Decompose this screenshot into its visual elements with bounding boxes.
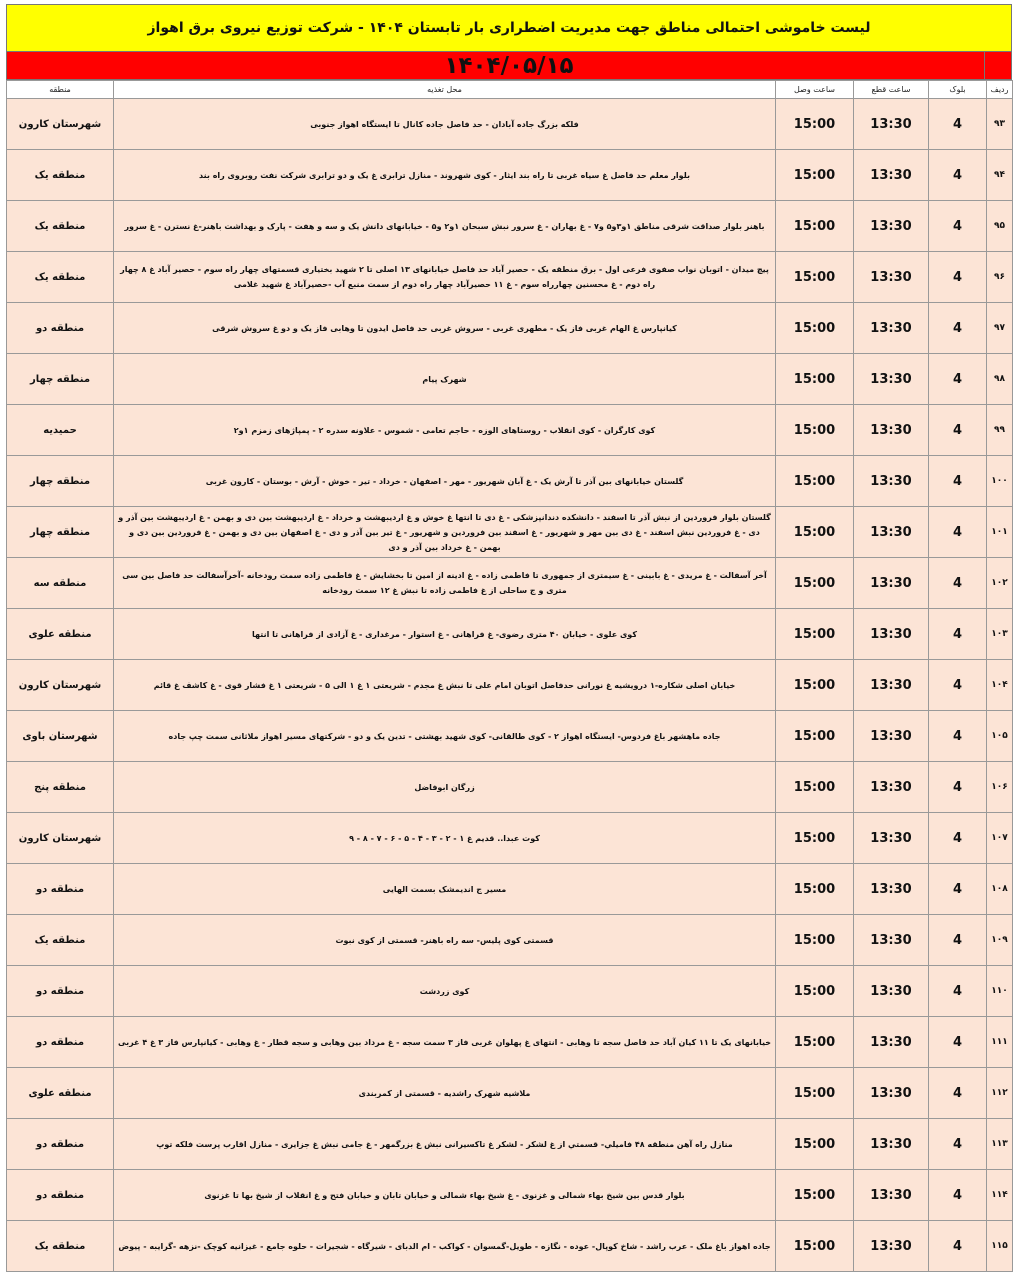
table-row	[7, 915, 1013, 966]
region-cell: منطقه یک	[7, 252, 114, 303]
connect-time-cell: 15:00	[776, 150, 854, 201]
cut-time-cell: 13:30	[854, 609, 929, 660]
table-row	[7, 1221, 1013, 1272]
row-number-cell: ۹۷	[987, 303, 1013, 354]
table-row	[7, 456, 1013, 507]
block-cell: 4	[929, 405, 987, 456]
cut-time-cell: 13:30	[854, 966, 929, 1017]
region-cell: منطقه یک	[7, 1221, 114, 1272]
location-cell: بلوار معلم حد فاصل غ سیاه غربی تا راه بند ایثار - کوی شهروند - منازل ترابری غ یک و دو ترابری شرکت نفت روبروی راه بند	[114, 150, 776, 201]
connect-time-cell: 15:00	[776, 507, 854, 558]
cut-time-cell: 13:30	[854, 864, 929, 915]
outage-table	[6, 80, 1013, 1272]
row-number-cell: ۱۰۳	[987, 609, 1013, 660]
region-cell: منطقه علوی	[7, 1068, 114, 1119]
row-number-cell: ۱۱۱	[987, 1017, 1013, 1068]
row-number-cell: ۱۰۸	[987, 864, 1013, 915]
row-number-cell: ۱۰۴	[987, 660, 1013, 711]
region-cell: منطقه پنج	[7, 762, 114, 813]
connect-time-cell: 15:00	[776, 558, 854, 609]
cut-time-cell: 13:30	[854, 201, 929, 252]
location-cell: کوی کارگران - کوی انقلاب - روستاهای الوزه - حاجم تعامی - شموس - علاونه سدره ۲ - پمپاژهای زمزم ۱و۲	[114, 405, 776, 456]
block-cell: 4	[929, 660, 987, 711]
location-cell: زرگان ابوفاضل	[114, 762, 776, 813]
region-cell: شهرستان باوی	[7, 711, 114, 762]
table-row	[7, 1017, 1013, 1068]
location-cell: کیانپارس غ الهام غربی فاز یک - مطهری غربی - سروش غربی حد فاصل ایدون تا وهابی فاز یک و دو غ سروش شرقی	[114, 303, 776, 354]
cut-time-cell: 13:30	[854, 813, 929, 864]
location-cell: کوی علوی - خیابان ۴۰ متری رضوی- غ فراهانی - غ استوار - مرغداری - غ آزادی از فراهانی تا انتها	[114, 609, 776, 660]
location-cell: باهنر بلوار صداقت شرقی مناطق ۱و۳و۵ و۷ - غ بهاران - غ سرور نبش سبحان ۱و۲ و۵ - خیابانهای دانش یک و سه و هفت - پارک و بهداشت باهنر-غ نسترن - غ سرور	[114, 201, 776, 252]
row-number-cell: ۱۰۲	[987, 558, 1013, 609]
header-cut-time: ساعت قطع	[854, 81, 929, 99]
cut-time-cell: 13:30	[854, 915, 929, 966]
block-cell: 4	[929, 864, 987, 915]
cut-time-cell: 13:30	[854, 762, 929, 813]
region-cell: حمیدیه	[7, 405, 114, 456]
row-number-cell: ۹۳	[987, 99, 1013, 150]
region-cell: منطقه دو	[7, 864, 114, 915]
header-connect-time: ساعت وصل	[776, 81, 854, 99]
table-row	[7, 99, 1013, 150]
cut-time-cell: 13:30	[854, 150, 929, 201]
location-cell: خیابانهای یک تا ۱۱ کیان آباد حد فاصل سجه تا وهابی - انتهای غ پهلوان غربی فاز ۳ سمت سجه - غ مرداد بین وهابی و سجه قطار - غ وهابی - کیانپارس فاز ۳ غ ۴ غربی	[114, 1017, 776, 1068]
region-cell: منطقه دو	[7, 1170, 114, 1221]
connect-time-cell: 15:00	[776, 1068, 854, 1119]
cut-time-cell: 13:30	[854, 1068, 929, 1119]
outage-sheet	[6, 4, 1012, 1272]
table-row	[7, 558, 1013, 609]
row-number-cell: ۱۰۵	[987, 711, 1013, 762]
connect-time-cell: 15:00	[776, 303, 854, 354]
table-row	[7, 150, 1013, 201]
table-row	[7, 201, 1013, 252]
row-number-cell: ۱۰۱	[987, 507, 1013, 558]
connect-time-cell: 15:00	[776, 915, 854, 966]
connect-time-cell: 15:00	[776, 864, 854, 915]
region-cell: منطقه علوی	[7, 609, 114, 660]
connect-time-cell: 15:00	[776, 456, 854, 507]
table-row	[7, 354, 1013, 405]
block-cell: 4	[929, 915, 987, 966]
date-banner-corner-cell	[984, 52, 1011, 79]
location-cell: ملاشیه شهرک راشدیه - قسمتی از کمربندی	[114, 1068, 776, 1119]
connect-time-cell: 15:00	[776, 1119, 854, 1170]
connect-time-cell: 15:00	[776, 201, 854, 252]
table-row	[7, 507, 1013, 558]
location-cell: مسیر ج اندیمشک بسمت الهایی	[114, 864, 776, 915]
location-cell: گلستان بلوار فروردین از نبش آذر تا اسفند - دانشکده دندانپزشکی - غ دی تا انتها غ خوش و غ اردیبهشت و خرداد - غ اردیبهشت بین دی و بهمن - غ اردیبهشت بین آذر و دی - غ فروردین نبش اسفند - غ دی بین مهر و شهریور - غ اسفند بین فروردین و شهریور - غ تیر بین آذر و دی - غ اصفهان بین دی و بهمن - غ فروردین بین دی و بهمن - غ خرداد بین آذر و دی	[114, 507, 776, 558]
row-number-cell: ۹۵	[987, 201, 1013, 252]
block-cell: 4	[929, 507, 987, 558]
table-row	[7, 813, 1013, 864]
row-number-cell: ۹۴	[987, 150, 1013, 201]
cut-time-cell: 13:30	[854, 660, 929, 711]
region-cell: منطقه یک	[7, 201, 114, 252]
header-region: منطقه	[7, 81, 114, 99]
table-row	[7, 1068, 1013, 1119]
table-row	[7, 405, 1013, 456]
table-row	[7, 864, 1013, 915]
region-cell: شهرستان کارون	[7, 813, 114, 864]
region-cell: شهرستان کارون	[7, 660, 114, 711]
connect-time-cell: 15:00	[776, 966, 854, 1017]
table-row	[7, 1170, 1013, 1221]
connect-time-cell: 15:00	[776, 762, 854, 813]
row-number-cell: ۱۱۴	[987, 1170, 1013, 1221]
location-cell: کوی زردشت	[114, 966, 776, 1017]
location-cell: کوت عبدا.. قدیم غ ۱ - ۲ - ۳ - ۴ - ۵ - ۶ - ۷ - ۸ - ۹	[114, 813, 776, 864]
table-row	[7, 609, 1013, 660]
block-cell: 4	[929, 813, 987, 864]
region-cell: شهرستان کارون	[7, 99, 114, 150]
region-cell: منطقه یک	[7, 915, 114, 966]
sheet-title: لیست خاموشی احتمالی مناطق جهت مدیریت اضطراری بار تابستان ۱۴۰۴ - شرکت توزیع نیروی برق اهواز	[6, 4, 1012, 52]
location-cell: پیچ میدان - اتوبان نواب صفوی فرعی اول - برق منطقه یک - حصیر آباد حد فاصل خیابانهای ۱۳ اصلی تا ۲ شهید بختیاری قسمتهای چهار راه سوم - حصیر آباد غ ۸ چهار راه دوم - غ محسنین چهارراه سوم - غ ۱۱ حصیرآباد چهار راه دوم از سمت منبع آب -حصیرآباد غ شهید غلامی	[114, 252, 776, 303]
cut-time-cell: 13:30	[854, 558, 929, 609]
connect-time-cell: 15:00	[776, 99, 854, 150]
location-cell: منازل راه آهن منطقه ۴۸ فاميلي- قسمتي از غ لشكر - لشکر غ تاکسیرانی نبش غ بزرگمهر - غ جامی نبش غ جزایری - منازل اقارب پرست فلکه توپ	[114, 1119, 776, 1170]
row-number-cell: ۱۰۰	[987, 456, 1013, 507]
location-cell: جاده اهواز باغ ملک - عرب راشد - شاخ کوپال- عوده - نگازه - طویل-گمسوان - کواکب - ام الدبای - شیرگاه - شجیرات - حلوه جامع - غیزانیه کوچک -نزهه -گرایبه - پیوض	[114, 1221, 776, 1272]
header-block: بلوک	[929, 81, 987, 99]
cut-time-cell: 13:30	[854, 507, 929, 558]
row-number-cell: ۱۱۳	[987, 1119, 1013, 1170]
header-location: محل تغذیه	[114, 81, 776, 99]
row-number-cell: ۱۰۷	[987, 813, 1013, 864]
table-row	[7, 966, 1013, 1017]
table-row	[7, 303, 1013, 354]
location-cell: بلوار قدس بین شیخ بهاء شمالی و غزنوی - غ شیخ بهاء شمالی و خیابان تابان و خیابان فتح و غ انقلاب از شیخ بها تا غزنوی	[114, 1170, 776, 1221]
table-row	[7, 1119, 1013, 1170]
schedule-date: ۱۴۰۴/۰۵/۱۵	[444, 52, 574, 79]
region-cell: منطقه دو	[7, 1017, 114, 1068]
connect-time-cell: 15:00	[776, 813, 854, 864]
region-cell: منطقه دو	[7, 1119, 114, 1170]
table-row	[7, 762, 1013, 813]
location-cell: جاده ماهشهر باغ فردوس- ایستگاه اهواز ۲ - کوی طالقانی- کوی شهید بهشتی - تدین یک و دو - شرکتهای مسیر اهواز ملاثانی سمت چپ جاده	[114, 711, 776, 762]
cut-time-cell: 13:30	[854, 1119, 929, 1170]
location-cell: شهرک پیام	[114, 354, 776, 405]
table-row	[7, 660, 1013, 711]
cut-time-cell: 13:30	[854, 405, 929, 456]
block-cell: 4	[929, 99, 987, 150]
cut-time-cell: 13:30	[854, 252, 929, 303]
table-row	[7, 252, 1013, 303]
region-cell: منطقه چهار	[7, 456, 114, 507]
block-cell: 4	[929, 558, 987, 609]
region-cell: منطقه سه	[7, 558, 114, 609]
block-cell: 4	[929, 201, 987, 252]
location-cell: قسمتی کوی پلیس- سه راه باهنر- قسمتی از کوی نبوت	[114, 915, 776, 966]
cut-time-cell: 13:30	[854, 1017, 929, 1068]
block-cell: 4	[929, 354, 987, 405]
block-cell: 4	[929, 1017, 987, 1068]
cut-time-cell: 13:30	[854, 354, 929, 405]
connect-time-cell: 15:00	[776, 1221, 854, 1272]
row-number-cell: ۱۱۰	[987, 966, 1013, 1017]
table-row	[7, 711, 1013, 762]
cut-time-cell: 13:30	[854, 711, 929, 762]
block-cell: 4	[929, 1221, 987, 1272]
cut-time-cell: 13:30	[854, 1170, 929, 1221]
row-number-cell: ۱۰۹	[987, 915, 1013, 966]
location-cell: فلکه بزرگ جاده آبادان - حد فاصل جاده کانال تا ایستگاه اهواز جنوبی	[114, 99, 776, 150]
block-cell: 4	[929, 456, 987, 507]
connect-time-cell: 15:00	[776, 1170, 854, 1221]
location-cell: آخر آسفالت - غ مریدی - غ بابینی - غ سیمتری از جمهوری تا فاطمی زاده - غ ادینه از امین تا بخشایش - غ فاطمی زاده سمت رودخانه -آخرآسفالت حد فاصل بین سی متری و ج ساحلی از غ فاطمی زاده تا نبش غ ۱۲ سمت رودخانه	[114, 558, 776, 609]
connect-time-cell: 15:00	[776, 711, 854, 762]
row-number-cell: ۹۸	[987, 354, 1013, 405]
block-cell: 4	[929, 252, 987, 303]
connect-time-cell: 15:00	[776, 609, 854, 660]
block-cell: 4	[929, 762, 987, 813]
row-number-cell: ۹۹	[987, 405, 1013, 456]
region-cell: منطقه دو	[7, 966, 114, 1017]
connect-time-cell: 15:00	[776, 252, 854, 303]
block-cell: 4	[929, 1170, 987, 1221]
block-cell: 4	[929, 1068, 987, 1119]
region-cell: منطقه یک	[7, 150, 114, 201]
cut-time-cell: 13:30	[854, 303, 929, 354]
row-number-cell: ۹۶	[987, 252, 1013, 303]
cut-time-cell: 13:30	[854, 1221, 929, 1272]
connect-time-cell: 15:00	[776, 405, 854, 456]
table-header-row	[7, 81, 1013, 99]
header-row-no: ردیف	[987, 81, 1013, 99]
date-banner	[6, 52, 1012, 80]
block-cell: 4	[929, 303, 987, 354]
cut-time-cell: 13:30	[854, 99, 929, 150]
block-cell: 4	[929, 150, 987, 201]
region-cell: منطقه دو	[7, 303, 114, 354]
location-cell: خیابان اصلی شکاره-۱ درویشیه غ نورانی حدفاصل اتوبان امام علی تا نبش غ مجدم - شریعتی ۱ غ ۱ الی ۵ - شریعتی ۱ غ فشار قوی - غ کاشف غ قائم	[114, 660, 776, 711]
region-cell: منطقه چهار	[7, 507, 114, 558]
connect-time-cell: 15:00	[776, 1017, 854, 1068]
row-number-cell: ۱۱۵	[987, 1221, 1013, 1272]
region-cell: منطقه چهار	[7, 354, 114, 405]
location-cell: گلستان خیابانهای بین آذر تا آرش یک - غ آبان شهریور - مهر - اصفهان - خرداد - تیر - خوش - آرش - بوستان - کارون غربی	[114, 456, 776, 507]
row-number-cell: ۱۱۲	[987, 1068, 1013, 1119]
connect-time-cell: 15:00	[776, 660, 854, 711]
block-cell: 4	[929, 966, 987, 1017]
block-cell: 4	[929, 711, 987, 762]
cut-time-cell: 13:30	[854, 456, 929, 507]
table-body	[7, 99, 1013, 1272]
block-cell: 4	[929, 1119, 987, 1170]
row-number-cell: ۱۰۶	[987, 762, 1013, 813]
connect-time-cell: 15:00	[776, 354, 854, 405]
block-cell: 4	[929, 609, 987, 660]
